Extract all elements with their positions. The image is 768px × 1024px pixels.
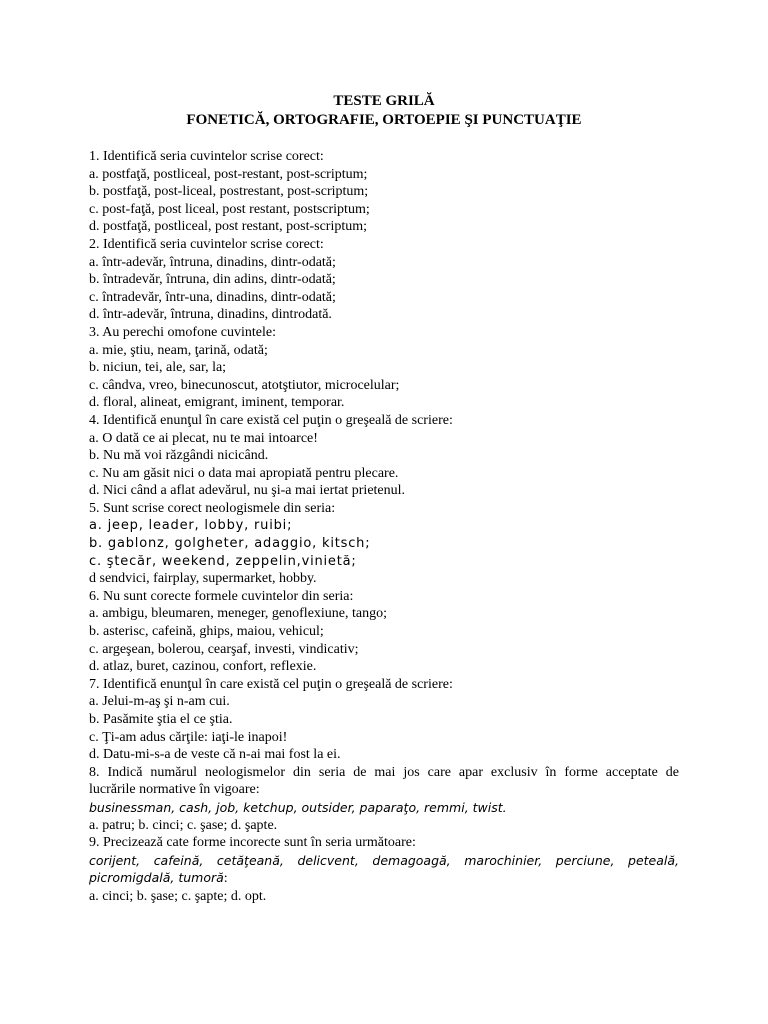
option-3c: c. cândva, vreo, binecunoscut, atotştiutor, microcelular;	[89, 377, 400, 393]
option-5c: c. ştecăr, weekend, zeppelin,vinietă;	[89, 553, 357, 569]
test-content	[89, 148, 679, 906]
option-3d: d. floral, alineat, emigrant, iminent, temporar.	[89, 395, 345, 411]
options-8: a. patru; b. cinci; c. şase; d. şapte.	[89, 817, 278, 833]
question-9: 9. Precizează cate forme incorecte sunt în seria următoare:	[89, 835, 416, 851]
question-6: 6. Nu sunt corecte formele cuvintelor din seria:	[89, 588, 354, 604]
option-2c: c. întradevăr, într-una, dinadins, dintr-odată;	[89, 289, 336, 305]
page-subtitle: FONETICĂ, ORTOGRAFIE, ORTOEPIE ŞI PUNCTUAŢIE	[186, 112, 582, 128]
option-4d: d. Nici când a aflat adevărul, nu şi-a mai iertat prietenul.	[89, 483, 406, 499]
question-7: 7. Identifică enunţul în care există cel puţin o greşeală de scriere:	[89, 676, 453, 692]
option-1a: a. postfaţă, postliceal, post-restant, post-scriptum;	[89, 166, 368, 182]
question-1: 1. Identifică seria cuvintelor scrise corect:	[89, 149, 324, 164]
option-7a: a. Jelui-m-aş şi n-am cui.	[89, 694, 230, 710]
option-6d: d. atlaz, buret, cazinou, confort, reflexie.	[89, 659, 317, 675]
option-5b: b. gablonz, golgheter, adaggio, kitsch;	[89, 536, 371, 552]
option-2a: a. într-adevăr, întruna, dinadins, dintr-odată;	[89, 254, 336, 270]
option-1c: c. post-faţă, post liceal, post restant, postscriptum;	[89, 201, 370, 217]
question-8-continued: lucrările normative în vigoare:	[89, 782, 260, 798]
word-series-9-continued: picromigdală, tumoră	[89, 870, 224, 886]
option-4a: a. O dată ce ai plecat, nu te mai intoarce!	[89, 430, 318, 446]
word-series-9-end	[89, 869, 679, 888]
option-5d: d sendvici, fairplay, supermarket, hobby.	[89, 571, 317, 587]
word-series-9: corijent, cafeină, cetăţeană, delicvent, demagoagă, marochinier, perciune, peteală,	[89, 852, 679, 868]
option-7c: c. Ţi-am adus cărţile: iaţi-le inapoi!	[89, 729, 288, 745]
option-1d: d. postfaţă, postliceal, post restant, post-scriptum;	[89, 219, 368, 235]
option-1b: b. postfaţă, post-liceal, postrestant, post-scriptum;	[89, 184, 369, 200]
option-6c: c. argeşean, bolerou, cearşaf, investi, vindicativ;	[89, 641, 359, 657]
option-4b: b. Nu mă voi răzgândi nicicând.	[89, 448, 269, 464]
question-5: 5. Sunt scrise corect neologismele din seria:	[89, 500, 336, 516]
option-3a: a. mie, ştiu, neam, ţarină, odată;	[89, 342, 268, 358]
option-2b: b. întradevăr, întruna, din adins, dintr-odată;	[89, 272, 336, 288]
question-8: 8. Indică numărul neologismelor din seria de mai jos care apar exclusiv în forme acceptate de	[89, 764, 679, 780]
option-3b: b. niciun, tei, ale, sar, la;	[89, 360, 227, 376]
option-5a: a. jeep, leader, lobby, ruibi;	[89, 518, 293, 534]
question-2: 2. Identifică seria cuvintelor scrise corect:	[89, 236, 324, 252]
option-6b: b. asterisc, cafeină, ghips, maiou, vehicul;	[89, 624, 324, 640]
question-3: 3. Au perechi omofone cuvintele:	[89, 324, 276, 340]
word-series-8: businessman, cash, job, ketchup, outsider, paparaţo, remmi, twist.	[89, 799, 507, 815]
option-6a: a. ambigu, bleumaren, meneger, genoflexiune, tango;	[89, 606, 387, 622]
options-9: a. cinci; b. şase; c. şapte; d. opt.	[89, 888, 267, 904]
option-2d: d. într-adevăr, întruna, dinadins, dintrodată.	[89, 307, 332, 323]
option-7d: d. Datu-mi-s-a de veste că n-ai mai fost la ei.	[89, 747, 341, 763]
page-title: TESTE GRILĂ	[333, 93, 435, 109]
option-7b: b. Pasămite ştia el ce ştia.	[89, 712, 233, 727]
colon: :	[223, 871, 228, 887]
option-4c: c. Nu am găsit nici o data mai apropiată pentru plecare.	[89, 465, 399, 481]
question-4: 4. Identifică enunţul în care există cel puţin o greşeală de scriere:	[89, 412, 453, 428]
